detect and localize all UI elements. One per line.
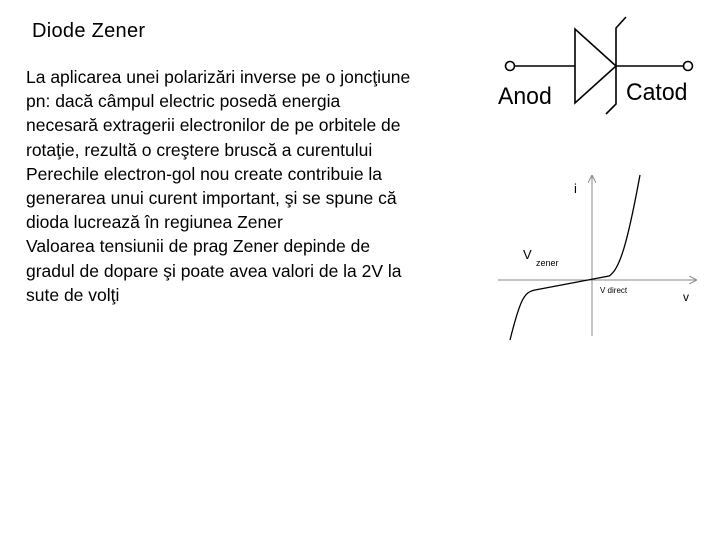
zener-voltage-label: V [523, 247, 532, 262]
paragraph-line: rotaţie, rezultă o creştere bruscă a curentului [26, 139, 373, 160]
paragraph-line: Valoarea tensiunii de prag Zener depinde de [26, 236, 371, 257]
paragraph-line: gradul de dopare şi poate avea valori de la 2V la [26, 260, 402, 281]
slide-title: Diode Zener [32, 20, 146, 42]
paragraph-line: pn: dacă câmpul electric posedă energia [26, 91, 341, 112]
paragraph-line: generarea unui curent important, şi se spune că [26, 187, 397, 208]
paragraph-line: Perechile electron-gol nou create contribuie la [26, 163, 383, 184]
paragraph-line: sute de volţi [26, 284, 120, 305]
direct-voltage-label: V direct [600, 286, 628, 295]
x-axis-label: v [683, 290, 689, 304]
zener-voltage-subscript: zener [536, 258, 559, 268]
cathode-label: Catod [626, 78, 688, 106]
paragraph-line: La aplicarea unei polarizări inverse pe o joncţiune [26, 67, 411, 87]
paragraph-line: necesară extragerii electronilor de pe orbitele de [26, 115, 401, 136]
y-axis-label: i [574, 181, 577, 196]
anode-label: Anod [498, 82, 552, 110]
paragraph-line: dioda lucrează în regiunea Zener [26, 212, 283, 233]
